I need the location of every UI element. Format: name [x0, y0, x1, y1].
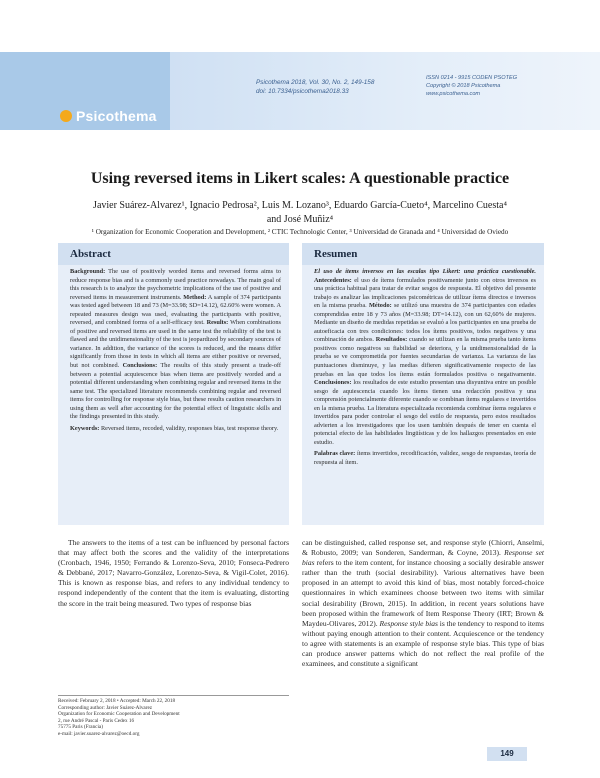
authors-line-1: Javier Suárez-Alvarez¹, Ignacio Pedrosa², Luis M. Lozano³, Eduardo García-Cueto⁴, Marcelino Cuesta⁴ [93, 200, 507, 211]
footnote-author: Corresponding author: Javier Suárez-Alvarez [58, 704, 153, 711]
resumen-conclusiones-label: Conclusiones: [314, 379, 352, 387]
footnote-dates: Received: February 2, 2018 • Accepted: March 22, 2018 [58, 698, 176, 704]
palabras-clave-label: Palabras clave: [314, 450, 356, 458]
abstract-method-label: Method: [183, 293, 207, 301]
correspondence-footnote [58, 698, 289, 738]
footnote-org: Organization for Economic Cooperation and Development [58, 711, 180, 718]
footnote-address: 2, rue André Pascal - Paris Cedex 16 [58, 717, 135, 724]
abstract-results-text: When combinations of positive and reversed items are used in the same test the reliability of the test is flawed and the unidimensionality of the test is jeopardized by secondary sources of variance. In addition, the variance of the scores is reduced, and the means differ significantly from those in tests in which all items are either positive or reversed, but not combined. [70, 319, 281, 370]
journal-reference [256, 78, 374, 96]
abstract-background-label: Background: [70, 268, 106, 275]
copyright-line: Copyright © 2018 Psicothema [426, 83, 501, 89]
keywords-label: Keywords: [70, 424, 100, 432]
abstract-conclusions-text: The results of this study present a trade-off between a potential acquiescence bias when items are positively worded and a potential different understanding when combining regular and reversed items in the same test. The specialized literature recommends combining regular and reversed items for controlling for response style bias, but these results caution researchers in using them as well after accounting for the potential effect of linguistic skills and the findings presented in this study. [70, 362, 281, 421]
resumen-keywords [314, 450, 536, 467]
authors-line-2: and José Muñiz⁴ [266, 214, 334, 225]
article-title: Using reversed items in Likert scales: A questionable practice [90, 170, 510, 187]
resumen-heading: Resumen [302, 243, 544, 265]
issn-block [426, 74, 517, 98]
logo-text: Psicothema [76, 108, 157, 124]
abstract-keywords [70, 425, 281, 434]
term-response-set-bias: Response set bias [302, 548, 544, 568]
website-line: www.psicothema.com [426, 91, 481, 97]
resumen-antecedentes-text: el uso de ítems formulados positivamente junto con otros inversos es una práctica habitual para tratar de evitar sesgos de respuesta. El objetivo del presente trabajo es analizar las implicaciones psicométricas de utilizar ítems directos e inversos en la misma prueba. [314, 276, 536, 310]
resumen-text [314, 268, 536, 468]
resumen-resultados-label: Resultados: [375, 336, 408, 344]
footnote-city: 75775 Paris (Francia) [58, 724, 103, 731]
resumen-box [302, 243, 544, 525]
abstract-text [70, 268, 281, 433]
affiliations: ¹ Organization for Economic Cooperation and Development, ² CTIC Technologic Center, ³ Universidad de Granada and ⁴ Universidad de Oviedo [91, 228, 509, 236]
body-column-left: The answers to the items of a test can be influenced by personal factors that may affect both the scores and the validity of the interpretations (Cronbach, 1946, 1950; Ferrando & Lorenzo-Seva, 2010; Fonseca-Pedrero & Debbané, 2017; Navarro-González, Lorenzo-Seva, & Vigil-Colet, 2016). This is known as response bias, and refers to any individual tendency to respond independently of the content that the item is evaluating, distorting the score in the trait being measured. Two types of response bias [58, 538, 289, 608]
body-right-part-3: is the tendency to respond to items without paying enough attention to their content. Acquiescence or the tendency to agree with statements is an example of response style bias. This type of bias can produce answer patterns which do not reflect the real profile of the examinees, and constitute a significant [302, 618, 544, 669]
footnote-divider [58, 695, 289, 696]
term-response-style-bias: Response style bias [379, 618, 438, 628]
issn-line: ISSN 0214 - 9915 CODEN PSOTEG [426, 75, 518, 81]
journal-volume-line: Psicothema 2018, Vol. 30, No. 2, 149-158 [256, 79, 375, 86]
palabras-clave-text: ítems invertidos, recodificación, validez, sesgo de respuestas, teoría de respuesta al ítem. [314, 450, 536, 467]
journal-logo [60, 108, 170, 124]
abstract-background-text: The use of positively worded items and reversed forms aims to reduce response bias and is a commonly used practice nowadays. The main goal of this research is to analyze the psychometric implications of the use of positive and reversed items in measurement instruments. [70, 268, 281, 301]
footnote-email: e-mail: javier.suarez-alvarez@oecd.org [58, 730, 140, 737]
abstract-heading: Abstract [58, 243, 289, 265]
abstract-box [58, 243, 289, 525]
resumen-conclusiones-text: los resultados de este estudio presentan una disyuntiva entre un posible sesgo de aquiescencia cuando los ítems tienen una redacción positiva y una comprensión potencialmente diferente cuando se combinan ítems regulares e invertidos en la misma prueba. La literatura especializada recomienda combinar ítems regulares e invertidos para poder controlar el sesgo del estilo de respuesta, pero estos resultados advierten a los investigadores que los usen también después de tener en cuenta el potencial efecto de las habilidades lingüísticas y de los hallazgos presentados en este estudio. [314, 379, 536, 446]
body-column-right [302, 538, 544, 669]
keywords-text: Reversed items, recoded, validity, responses bias, test response theory. [99, 424, 279, 432]
header-gradient-panel [170, 52, 600, 130]
resumen-metodo-label: Método: [368, 302, 392, 310]
body-right-part-2: refers to the item content, for instance choosing a socially desirable answer rather than the truth (social desirability). Various alternatives have been proposed in an attempt to avoid this kind of bias, most notably forced-choice questionnaires in which examinees choose between two items with similar social desirability (Brown, 2015). In addition, in recent years solutions have been proposed within the framework of Item Response Theory (IRT; Brown & Maydeu-Olivares, 2012). [302, 558, 544, 628]
resumen-metodo-text: se utilizó una muestra de 374 participantes con edades comprendidas entre 18 y 73 años (M=33.98; DT=14.12), con un 62,60% de mujeres. Mediante un diseño de medidas repetidas se evaluó a los participantes en una prueba de autoeficacia con tres condiciones: todos los ítems positivos, todos negativos y una combinación de ambos. [314, 302, 537, 344]
abstract-method-text: A sample of 374 participants was tested aged between 18 and 73 (M=33.98; SD=14.12), 62.60% were women. A repeated measures design was used, evaluating the participants with positive, reversed, and combined forms of a self-efficacy test. [70, 293, 281, 327]
logo-circle-icon [60, 110, 72, 122]
page-number: 149 [487, 747, 527, 761]
resumen-antecedentes-label: Antecedentes: [314, 276, 352, 284]
resumen-title: El uso de ítems inversos en las escalas tipo Likert: una práctica cuestionable. [314, 268, 536, 275]
resumen-resultados-text: cuando se utilizan en la misma prueba tanto ítems positivos como negativos su fiabilidad se deteriora, y la unidimensionalidad de la prueba se ve comprometida por fuentes secundarias de varianza. La varianza de las puntuaciones disminuye, y las medias difieren significativamente respecto de las pruebas en las que todos los ítems están formulados positiva o negativamente. [314, 336, 537, 378]
abstract-conclusions-label: Conclusions: [122, 362, 158, 370]
body-right-part-1: can be distinguished, called response set, and response style (Chiorri, Anselmi, & Robusto, 2009; van Sonderen, Sanderman, & Coyne, 2013). [302, 538, 544, 558]
author-list [80, 199, 520, 227]
journal-doi-line: doi: 10.7334/psicothema2018.33 [256, 88, 349, 95]
journal-header [0, 52, 600, 130]
abstract-results-label: Results: [206, 319, 229, 327]
